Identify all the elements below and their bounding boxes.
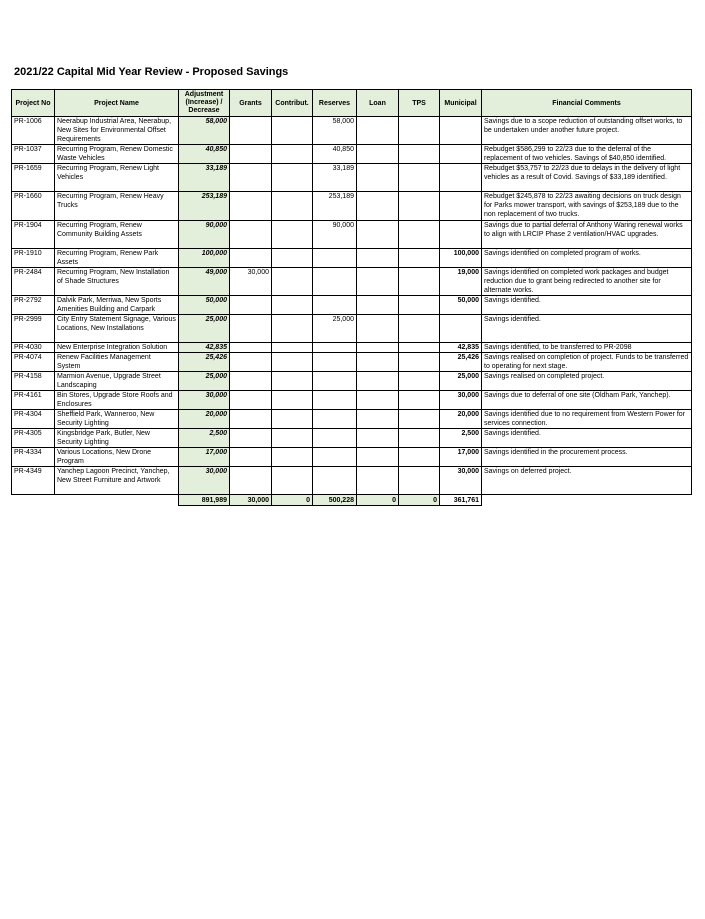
grants-cell bbox=[230, 117, 272, 145]
reserves-cell: 40,850 bbox=[313, 145, 357, 164]
financial-comments-cell: Savings identified in the procurement process. bbox=[482, 448, 692, 467]
project-name-cell: Marmion Avenue, Upgrade Street Landscaping bbox=[55, 372, 179, 391]
loan-cell bbox=[357, 221, 399, 249]
table-row bbox=[12, 448, 692, 467]
adjustment-cell: 25,000 bbox=[179, 372, 230, 391]
tps-cell bbox=[399, 192, 440, 221]
column-header-loan: Loan bbox=[357, 90, 399, 117]
reserves-cell: 58,000 bbox=[313, 117, 357, 145]
grants-cell bbox=[230, 343, 272, 353]
financial-comments-cell: Savings identified on completed program of works. bbox=[482, 249, 692, 268]
total-loan: 0 bbox=[357, 495, 399, 506]
table-row bbox=[12, 343, 692, 353]
tps-cell bbox=[399, 164, 440, 192]
reserves-cell bbox=[313, 410, 357, 429]
adjustment-cell: 100,000 bbox=[179, 249, 230, 268]
project-name-cell: Yanchep Lagoon Precinct, Yanchep, New Street Furniture and Artwork bbox=[55, 467, 179, 495]
project-name-cell: Bin Stores, Upgrade Store Roofs and Enclosures bbox=[55, 391, 179, 410]
project-no-cell: PR-4074 bbox=[12, 353, 55, 372]
municipal-cell bbox=[440, 145, 482, 164]
project-no-cell: PR-2484 bbox=[12, 268, 55, 296]
project-name-cell: Recurring Program, Renew Domestic Waste Vehicles bbox=[55, 145, 179, 164]
table-row bbox=[12, 315, 692, 343]
project-no-cell: PR-1659 bbox=[12, 164, 55, 192]
column-header-project-name: Project Name bbox=[55, 90, 179, 117]
project-no-cell: PR-2999 bbox=[12, 315, 55, 343]
project-name-cell: Renew Facilities Management System bbox=[55, 353, 179, 372]
table-row bbox=[12, 353, 692, 372]
financial-comments-cell: Savings on deferred project. bbox=[482, 467, 692, 495]
column-header-reserves: Reserves bbox=[313, 90, 357, 117]
adjustment-cell: 42,835 bbox=[179, 343, 230, 353]
table-row bbox=[12, 296, 692, 315]
municipal-cell: 17,000 bbox=[440, 448, 482, 467]
totals-spacer bbox=[12, 495, 55, 506]
grants-cell bbox=[230, 448, 272, 467]
reserves-cell: 90,000 bbox=[313, 221, 357, 249]
loan-cell bbox=[357, 391, 399, 410]
contributions-cell bbox=[272, 296, 313, 315]
table-row bbox=[12, 192, 692, 221]
total-reserves: 500,228 bbox=[313, 495, 357, 506]
financial-comments-cell: Rebudget $53,757 to 22/23 due to delays in the delivery of light vehicles as a result of Covid. Savings of $33,189 identified. bbox=[482, 164, 692, 192]
municipal-cell: 30,000 bbox=[440, 467, 482, 495]
reserves-cell bbox=[313, 372, 357, 391]
tps-cell bbox=[399, 296, 440, 315]
loan-cell bbox=[357, 164, 399, 192]
loan-cell bbox=[357, 117, 399, 145]
column-header-contributions: Contribut. bbox=[272, 90, 313, 117]
project-name-cell: New Enterprise Integration Solution bbox=[55, 343, 179, 353]
totals-spacer bbox=[55, 495, 179, 506]
project-no-cell: PR-2792 bbox=[12, 296, 55, 315]
financial-comments-cell: Rebudget $245,878 to 22/23 awaiting decisions on truck design for Parks mower transport, with savings of $253,189 due to the non replacement of two trucks. bbox=[482, 192, 692, 221]
reserves-cell bbox=[313, 467, 357, 495]
financial-comments-cell: Savings identified, to be transferred to PR-2098 bbox=[482, 343, 692, 353]
adjustment-cell: 2,500 bbox=[179, 429, 230, 448]
contributions-cell bbox=[272, 391, 313, 410]
document-title: 2021/22 Capital Mid Year Review - Proposed Savings bbox=[14, 66, 289, 78]
municipal-cell bbox=[440, 221, 482, 249]
adjustment-cell: 49,000 bbox=[179, 268, 230, 296]
contributions-cell bbox=[272, 164, 313, 192]
grants-cell bbox=[230, 221, 272, 249]
column-header-adjustment: Adjustment (Increase) / Decrease bbox=[179, 90, 230, 117]
grants-cell bbox=[230, 467, 272, 495]
adjustment-cell: 30,000 bbox=[179, 391, 230, 410]
tps-cell bbox=[399, 249, 440, 268]
contributions-cell bbox=[272, 221, 313, 249]
loan-cell bbox=[357, 448, 399, 467]
contributions-cell bbox=[272, 343, 313, 353]
municipal-cell bbox=[440, 164, 482, 192]
financial-comments-cell: Savings identified on completed work packages and budget reduction due to grant being redirected to another site for alternate works. bbox=[482, 268, 692, 296]
total-tps: 0 bbox=[399, 495, 440, 506]
municipal-cell: 20,000 bbox=[440, 410, 482, 429]
totals-row bbox=[12, 495, 692, 506]
project-name-cell: City Entry Statement Signage, Various Locations, New Installations bbox=[55, 315, 179, 343]
grants-cell: 30,000 bbox=[230, 268, 272, 296]
municipal-cell bbox=[440, 315, 482, 343]
loan-cell bbox=[357, 268, 399, 296]
total-contributions: 0 bbox=[272, 495, 313, 506]
project-no-cell: PR-4030 bbox=[12, 343, 55, 353]
financial-comments-cell: Savings identified. bbox=[482, 296, 692, 315]
loan-cell bbox=[357, 429, 399, 448]
project-name-cell: Recurring Program, New Installation of Shade Structures bbox=[55, 268, 179, 296]
project-name-cell: Recurring Program, Renew Heavy Trucks bbox=[55, 192, 179, 221]
project-no-cell: PR-4349 bbox=[12, 467, 55, 495]
project-no-cell: PR-4304 bbox=[12, 410, 55, 429]
project-name-cell: Dalvik Park, Merriwa, New Sports Amenities Building and Carpark bbox=[55, 296, 179, 315]
contributions-cell bbox=[272, 192, 313, 221]
project-no-cell: PR-4334 bbox=[12, 448, 55, 467]
project-no-cell: PR-1037 bbox=[12, 145, 55, 164]
reserves-cell bbox=[313, 268, 357, 296]
tps-cell bbox=[399, 145, 440, 164]
tps-cell bbox=[399, 429, 440, 448]
proposed-savings-table bbox=[11, 89, 692, 506]
tps-cell bbox=[399, 268, 440, 296]
reserves-cell bbox=[313, 249, 357, 268]
adjustment-cell: 253,189 bbox=[179, 192, 230, 221]
contributions-cell bbox=[272, 117, 313, 145]
financial-comments-cell: Savings realised on completion of project. Funds to be transferred to operating for next stage. bbox=[482, 353, 692, 372]
totals-spacer bbox=[482, 495, 692, 506]
tps-cell bbox=[399, 117, 440, 145]
loan-cell bbox=[357, 353, 399, 372]
total-adjustment: 891,989 bbox=[179, 495, 230, 506]
adjustment-cell: 25,000 bbox=[179, 315, 230, 343]
loan-cell bbox=[357, 249, 399, 268]
tps-cell bbox=[399, 343, 440, 353]
municipal-cell bbox=[440, 192, 482, 221]
contributions-cell bbox=[272, 353, 313, 372]
municipal-cell: 2,500 bbox=[440, 429, 482, 448]
tps-cell bbox=[399, 410, 440, 429]
adjustment-cell: 25,426 bbox=[179, 353, 230, 372]
municipal-cell: 50,000 bbox=[440, 296, 482, 315]
contributions-cell bbox=[272, 448, 313, 467]
contributions-cell bbox=[272, 145, 313, 164]
reserves-cell bbox=[313, 429, 357, 448]
reserves-cell bbox=[313, 353, 357, 372]
table-row bbox=[12, 164, 692, 192]
reserves-cell: 253,189 bbox=[313, 192, 357, 221]
table-row bbox=[12, 410, 692, 429]
project-no-cell: PR-4158 bbox=[12, 372, 55, 391]
financial-comments-cell: Rebudget $586,299 to 22/23 due to the deferral of the replacement of two vehicles. Savings of $40,850 identified. bbox=[482, 145, 692, 164]
tps-cell bbox=[399, 221, 440, 249]
tps-cell bbox=[399, 448, 440, 467]
municipal-cell: 25,426 bbox=[440, 353, 482, 372]
financial-comments-cell: Savings realised on completed project. bbox=[482, 372, 692, 391]
tps-cell bbox=[399, 467, 440, 495]
tps-cell bbox=[399, 315, 440, 343]
municipal-cell: 30,000 bbox=[440, 391, 482, 410]
project-name-cell: Various Locations, New Drone Program bbox=[55, 448, 179, 467]
contributions-cell bbox=[272, 315, 313, 343]
financial-comments-cell: Savings identified. bbox=[482, 315, 692, 343]
loan-cell bbox=[357, 467, 399, 495]
loan-cell bbox=[357, 343, 399, 353]
project-no-cell: PR-1006 bbox=[12, 117, 55, 145]
grants-cell bbox=[230, 372, 272, 391]
municipal-cell: 25,000 bbox=[440, 372, 482, 391]
loan-cell bbox=[357, 296, 399, 315]
grants-cell bbox=[230, 315, 272, 343]
project-name-cell: Recurring Program, Renew Community Building Assets bbox=[55, 221, 179, 249]
column-header-municipal: Municipal bbox=[440, 90, 482, 117]
financial-comments-cell: Savings identified. bbox=[482, 429, 692, 448]
table-row bbox=[12, 372, 692, 391]
column-header-project-no: Project No bbox=[12, 90, 55, 117]
column-header-tps: TPS bbox=[399, 90, 440, 117]
tps-cell bbox=[399, 353, 440, 372]
contributions-cell bbox=[272, 268, 313, 296]
municipal-cell: 42,835 bbox=[440, 343, 482, 353]
adjustment-cell: 33,189 bbox=[179, 164, 230, 192]
total-grants: 30,000 bbox=[230, 495, 272, 506]
table-row bbox=[12, 117, 692, 145]
contributions-cell bbox=[272, 372, 313, 391]
reserves-cell bbox=[313, 296, 357, 315]
project-name-cell: Neerabup Industrial Area, Neerabup, New Sites for Environmental Offset Requirements bbox=[55, 117, 179, 145]
grants-cell bbox=[230, 296, 272, 315]
contributions-cell bbox=[272, 249, 313, 268]
project-no-cell: PR-1660 bbox=[12, 192, 55, 221]
total-municipal: 361,761 bbox=[440, 495, 482, 506]
contributions-cell bbox=[272, 410, 313, 429]
table-row bbox=[12, 391, 692, 410]
table-row bbox=[12, 249, 692, 268]
table-header-row bbox=[12, 90, 692, 117]
adjustment-cell: 40,850 bbox=[179, 145, 230, 164]
column-header-financial-comments: Financial Comments bbox=[482, 90, 692, 117]
financial-comments-cell: Savings due to a scope reduction of outstanding offset works, to be undertaken under another future project. bbox=[482, 117, 692, 145]
column-header-grants: Grants bbox=[230, 90, 272, 117]
grants-cell bbox=[230, 164, 272, 192]
grants-cell bbox=[230, 145, 272, 164]
project-no-cell: PR-4305 bbox=[12, 429, 55, 448]
table-row bbox=[12, 467, 692, 495]
project-name-cell: Recurring Program, Renew Park Assets bbox=[55, 249, 179, 268]
grants-cell bbox=[230, 410, 272, 429]
grants-cell bbox=[230, 192, 272, 221]
contributions-cell bbox=[272, 467, 313, 495]
reserves-cell bbox=[313, 448, 357, 467]
project-no-cell: PR-4161 bbox=[12, 391, 55, 410]
table-row bbox=[12, 268, 692, 296]
tps-cell bbox=[399, 372, 440, 391]
financial-comments-cell: Savings due to deferral of one site (Oldham Park, Yanchep). bbox=[482, 391, 692, 410]
loan-cell bbox=[357, 410, 399, 429]
tps-cell bbox=[399, 391, 440, 410]
grants-cell bbox=[230, 391, 272, 410]
adjustment-cell: 20,000 bbox=[179, 410, 230, 429]
adjustment-cell: 90,000 bbox=[179, 221, 230, 249]
reserves-cell: 33,189 bbox=[313, 164, 357, 192]
municipal-cell bbox=[440, 117, 482, 145]
loan-cell bbox=[357, 315, 399, 343]
municipal-cell: 19,000 bbox=[440, 268, 482, 296]
reserves-cell bbox=[313, 391, 357, 410]
project-name-cell: Sheffield Park, Wanneroo, New Security Lighting bbox=[55, 410, 179, 429]
grants-cell bbox=[230, 249, 272, 268]
adjustment-cell: 17,000 bbox=[179, 448, 230, 467]
reserves-cell: 25,000 bbox=[313, 315, 357, 343]
financial-comments-cell: Savings due to partial deferral of Anthony Waring renewal works to align with LRCIP Phase 2 ventilation/HVAC upgrades. bbox=[482, 221, 692, 249]
adjustment-cell: 58,000 bbox=[179, 117, 230, 145]
loan-cell bbox=[357, 145, 399, 164]
reserves-cell bbox=[313, 343, 357, 353]
adjustment-cell: 30,000 bbox=[179, 467, 230, 495]
project-name-cell: Recurring Program, Renew Light Vehicles bbox=[55, 164, 179, 192]
table-row bbox=[12, 145, 692, 164]
contributions-cell bbox=[272, 429, 313, 448]
municipal-cell: 100,000 bbox=[440, 249, 482, 268]
loan-cell bbox=[357, 192, 399, 221]
loan-cell bbox=[357, 372, 399, 391]
financial-comments-cell: Savings identified due to no requirement from Western Power for services connection. bbox=[482, 410, 692, 429]
adjustment-cell: 50,000 bbox=[179, 296, 230, 315]
table-row bbox=[12, 429, 692, 448]
grants-cell bbox=[230, 429, 272, 448]
grants-cell bbox=[230, 353, 272, 372]
project-no-cell: PR-1910 bbox=[12, 249, 55, 268]
project-no-cell: PR-1904 bbox=[12, 221, 55, 249]
table-row bbox=[12, 221, 692, 249]
project-name-cell: Kingsbridge Park, Butler, New Security Lighting bbox=[55, 429, 179, 448]
